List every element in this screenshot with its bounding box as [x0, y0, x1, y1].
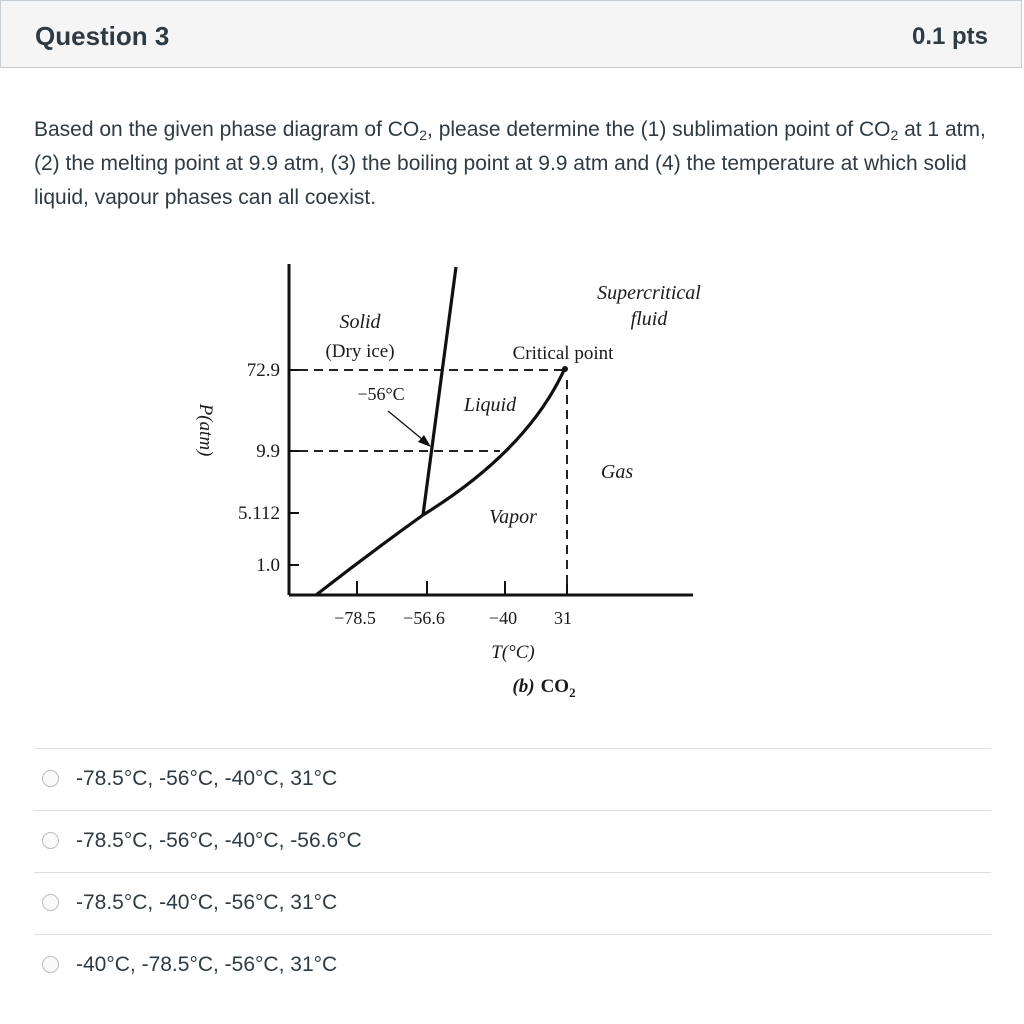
- y-tick-label: 9.9: [256, 441, 280, 462]
- question-text-part-3: at 1 atm, (2) the melting point at 9.9 atm, (3) the boiling point at 9.9 atm and (4) the temperature at which solid liquid, vapour phases can all coexist.: [34, 118, 986, 209]
- answer-label[interactable]: -78.5°C, -56°C, -40°C, 31°C: [76, 767, 338, 790]
- label-solid: Solid: [339, 311, 381, 333]
- label-fluid: fluid: [630, 308, 668, 330]
- diagram-caption: [512, 676, 575, 700]
- y-axis-label: P(atm): [195, 403, 216, 457]
- melting-curve: [423, 267, 456, 515]
- x-tick-label: −40: [488, 608, 518, 628]
- label-liquid: Liquid: [463, 394, 517, 416]
- radio-button[interactable]: [42, 832, 59, 849]
- label-melting-point-annotation: −56°C: [357, 384, 405, 404]
- answer-option-4[interactable]: [34, 934, 991, 996]
- critical-point-marker: [562, 366, 568, 372]
- x-axis-label: T(°C): [491, 642, 535, 663]
- sublimation-curve: [316, 515, 423, 595]
- caption-subscript: 2: [569, 685, 576, 700]
- answer-list: [34, 748, 991, 996]
- x-tick-label: −56.6: [403, 608, 445, 628]
- answer-label[interactable]: -40°C, -78.5°C, -56°C, 31°C: [76, 953, 338, 976]
- label-gas: Gas: [600, 461, 634, 483]
- question-text-part-2: , please determine the (1) sublimation point of CO: [427, 118, 891, 141]
- radio-button[interactable]: [42, 956, 59, 973]
- y-tick-label: 72.9: [246, 360, 280, 381]
- answer-option-3[interactable]: [34, 872, 991, 934]
- caption-formula: CO: [540, 676, 570, 697]
- label-dry-ice: (Dry ice): [325, 341, 395, 362]
- answer-option-2[interactable]: [34, 810, 991, 872]
- x-tick-label: 31: [554, 608, 572, 628]
- label-critical-point: Critical point: [512, 343, 614, 364]
- radio-button[interactable]: [42, 770, 59, 787]
- question-text-part-1: Based on the given phase diagram of CO: [34, 118, 420, 141]
- caption-prefix: (b): [512, 676, 535, 697]
- question-subscript-2: 2: [890, 127, 899, 143]
- answer-label[interactable]: -78.5°C, -56°C, -40°C, -56.6°C: [76, 829, 362, 852]
- question-subscript-1: 2: [419, 127, 428, 143]
- question-points: 0.1 pts: [911, 23, 988, 50]
- label-vapor: Vapor: [489, 506, 537, 528]
- answer-label[interactable]: -78.5°C, -40°C, -56°C, 31°C: [76, 891, 338, 914]
- answer-option-1[interactable]: [34, 748, 991, 810]
- x-tick-label: −78.5: [334, 608, 376, 628]
- vaporization-curve: [423, 368, 565, 515]
- radio-button[interactable]: [42, 894, 59, 911]
- question-title: Question 3: [35, 21, 170, 51]
- label-supercritical: Supercritical: [597, 282, 701, 304]
- y-tick-label: 5.112: [237, 503, 280, 524]
- y-tick-label: 1.0: [256, 555, 280, 576]
